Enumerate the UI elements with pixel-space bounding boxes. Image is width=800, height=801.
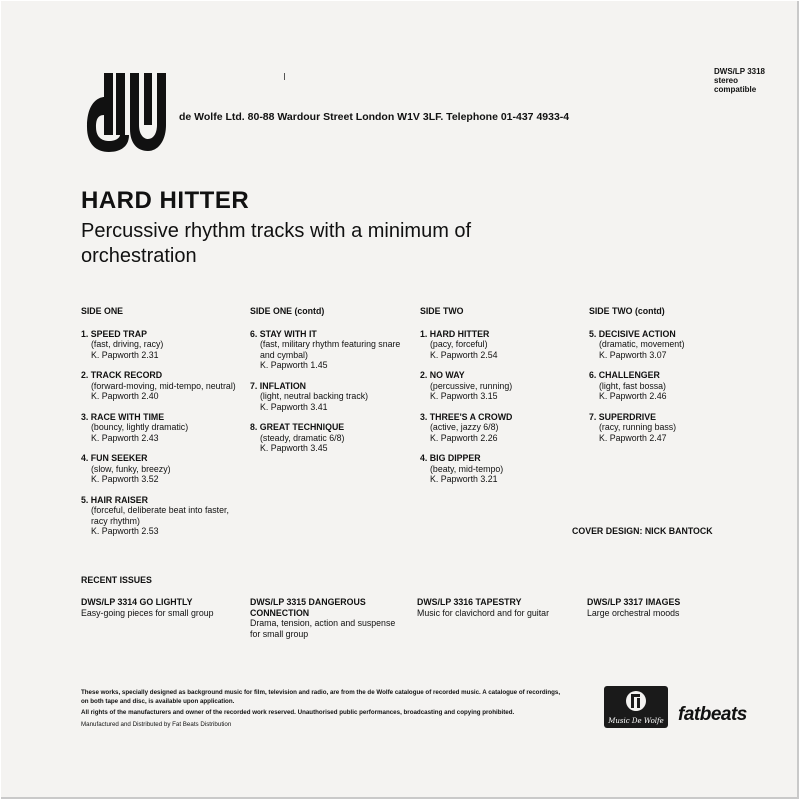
track-description: (active, jazzy 6/8)	[430, 422, 499, 432]
track-item	[420, 453, 585, 485]
track-description: (forceful, deliberate beat into faster, racy rhythm)	[91, 505, 229, 526]
track-item	[81, 370, 246, 402]
track-description: (forward-moving, mid-tempo, neutral) K. Papworth 2.40	[91, 380, 236, 401]
track-description: (racy, running bass)	[599, 422, 677, 432]
fatbeats-logo: fatbeats	[678, 704, 747, 725]
track-item	[250, 329, 415, 371]
track-composer: K. Papworth 2.53	[91, 526, 159, 536]
format-stereo: stereo	[714, 76, 739, 85]
recent-issues-heading: RECENT ISSUES	[81, 575, 152, 585]
dw-logo-icon	[82, 67, 168, 157]
track-composer: K. Papworth 2.47	[599, 432, 667, 443]
track-description: (percussive, running)	[430, 380, 513, 391]
recent-issue-item	[250, 597, 400, 639]
catalog-box	[714, 67, 765, 94]
footer-distribution-note: Manufactured and Distributed by Fat Beats Distribution	[81, 720, 232, 728]
track-description: (light, fast bossa)	[599, 380, 666, 391]
album-subtitle: Percussive rhythm tracks with a minimum of orchestration	[81, 220, 472, 267]
track-name: 2. NO WAY	[420, 370, 465, 380]
recent-issue-item	[417, 597, 577, 618]
track-name: 3. THREE'S A CROWD	[420, 411, 513, 422]
track-item	[420, 412, 585, 444]
track-name: 3. RACE WITH TIME	[81, 411, 165, 422]
recent-issue-description: Drama, tension, action and suspense for small group	[250, 618, 396, 639]
recent-issue-title: DWS/LP 3315 DANGEROUS CONNECTION	[250, 597, 366, 618]
track-name: 4. BIG DIPPER	[420, 453, 481, 463]
track-description: (bouncy, lightly dramatic)	[91, 422, 189, 432]
tracklist-side-one	[81, 306, 246, 547]
music-de-wolfe-text: Music De Wolfe	[608, 717, 664, 725]
recent-issue-title: DWS/LP 3316 TAPESTRY	[417, 597, 522, 607]
tracklist-side-two-contd	[589, 306, 739, 453]
tracklist-side-one-contd	[250, 306, 415, 464]
recent-issue-item	[587, 597, 747, 618]
track-name: 6. CHALLENGER	[589, 370, 660, 380]
track-composer: K. Papworth 3.45	[260, 443, 328, 453]
track-name: 7. SUPERDRIVE	[589, 411, 656, 422]
tracklist-side-two	[420, 306, 585, 495]
album-title: HARD HITTER	[81, 187, 250, 214]
track-description: (fast, military rhythm featuring snare and cymbal)	[260, 339, 401, 360]
recent-issue-item	[81, 597, 241, 618]
recent-issue-description: Music for clavichord and for guitar	[417, 607, 550, 618]
track-item	[81, 495, 246, 537]
track-description: (light, neutral backing track)	[260, 391, 369, 401]
track-name: 5. HAIR RAISER	[81, 494, 148, 505]
side-heading: SIDE TWO (contd)	[589, 306, 665, 316]
track-composer: K. Papworth 3.52	[91, 474, 159, 484]
track-composer: K. Papworth 3.15	[430, 391, 498, 401]
track-item	[589, 370, 739, 402]
record-sleeve-back	[1, 1, 799, 799]
track-description: (dramatic, movement)	[599, 339, 685, 349]
track-composer: K. Papworth 2.26	[430, 432, 498, 443]
track-composer: K. Papworth 3.21	[430, 474, 498, 484]
track-composer: K. Papworth 1.45	[260, 360, 328, 370]
track-name: 2. TRACK RECORD	[81, 370, 163, 380]
track-description: (beaty, mid-tempo)	[430, 463, 504, 474]
cover-design-credit: COVER DESIGN: NICK BANTOCK	[572, 526, 713, 536]
recent-issue-title: DWS/LP 3317 IMAGES	[587, 597, 681, 607]
track-composer: K. Papworth 2.54	[430, 349, 498, 360]
track-item	[420, 329, 585, 361]
track-item	[250, 422, 415, 454]
track-item	[250, 381, 415, 413]
recent-issue-description: Large orchestral moods	[587, 607, 680, 618]
track-description: (fast, driving, racy)	[91, 339, 164, 349]
track-name: 6. STAY WITH IT	[250, 328, 317, 339]
recent-issue-description: Easy-going pieces for small group	[81, 607, 214, 618]
track-description: (slow, funky, breezy)	[91, 463, 171, 474]
track-description: (pacy, forceful)	[430, 339, 488, 349]
track-item	[420, 370, 585, 402]
track-name: 8. GREAT TECHNIQUE	[250, 422, 345, 432]
track-name: 4. FUN SEEKER	[81, 453, 148, 463]
track-name: 1. HARD HITTER	[420, 328, 490, 339]
side-heading: SIDE TWO	[420, 306, 464, 316]
track-composer: K. Papworth 3.07	[599, 349, 667, 360]
format-compatible: compatible	[714, 85, 757, 94]
print-mark	[284, 73, 285, 80]
track-item	[81, 453, 246, 485]
track-composer: K. Papworth 2.31	[91, 349, 159, 360]
footer-catalogue-note: These works, specially designed as background music for film, television and radio, are from the de Wolfe catalogue of recorded music. A catalogue of recordings, on both tape and disc, is available upon application.	[81, 689, 561, 705]
track-item	[81, 412, 246, 444]
side-heading: SIDE ONE (contd)	[250, 306, 325, 316]
track-name: 5. DECISIVE ACTION	[589, 328, 676, 339]
footer-rights-note: All rights of the manufacturers and owner of the recorded work reserved. Unauthorised public performances, broadcasting and copying prohibited.	[81, 709, 515, 716]
track-name: 7. INFLATION	[250, 380, 307, 391]
side-heading: SIDE ONE	[81, 306, 124, 316]
recent-issue-title: DWS/LP 3314 GO LIGHTLY	[81, 597, 193, 607]
track-composer: K. Papworth 2.46	[599, 391, 667, 401]
legal-footer	[81, 689, 561, 732]
track-description: (steady, dramatic 6/8)	[260, 432, 345, 443]
track-composer: K. Papworth 2.43	[91, 432, 159, 443]
track-item	[589, 329, 739, 361]
track-name: 1. SPEED TRAP	[81, 328, 147, 339]
catalog-number: DWS/LP 3318	[714, 67, 765, 76]
track-item	[81, 329, 246, 361]
company-address: de Wolfe Ltd. 80-88 Wardour Street London W1V 3LF. Telephone 01-437 4933-4	[179, 111, 570, 123]
track-item	[589, 412, 739, 444]
track-composer: K. Papworth 3.41	[260, 401, 328, 412]
